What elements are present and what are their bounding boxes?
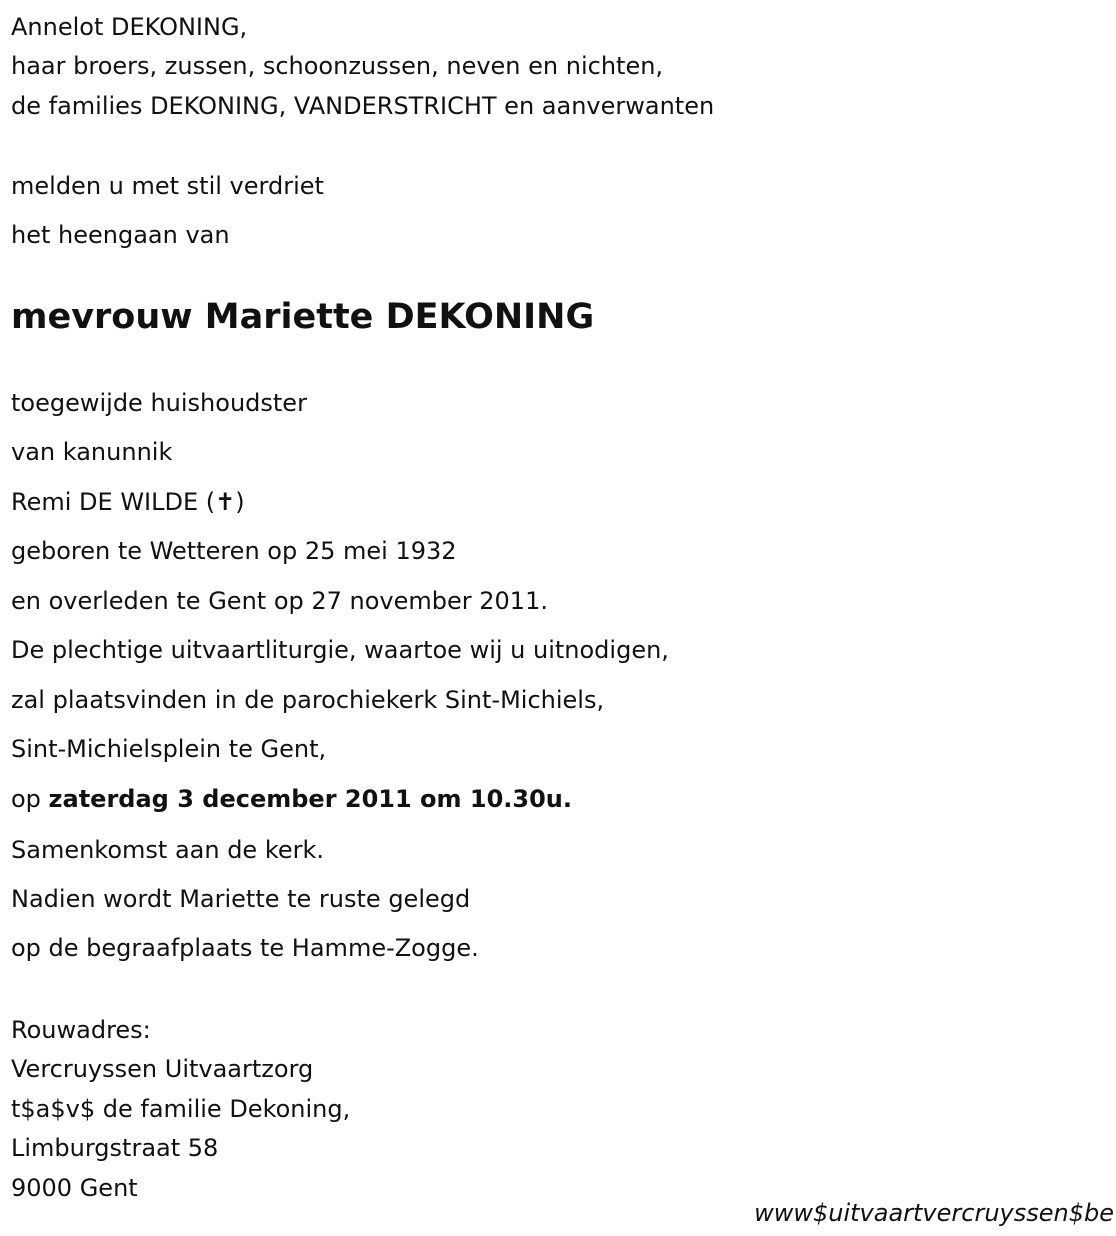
after-line: Nadien wordt Mariette te ruste gelegd bbox=[11, 885, 471, 913]
family-line: de families DEKONING, VANDERSTRICHT en aanverwanten bbox=[11, 92, 715, 120]
body-line: van kanunnik bbox=[11, 438, 173, 466]
announce-line: melden u met stil verdriet bbox=[11, 172, 324, 200]
address-line: t$a$v$ de familie Dekoning, bbox=[11, 1095, 351, 1123]
body-line: Remi DE WILDE (✝) bbox=[11, 488, 245, 516]
website-text: www$uitvaartvercruyssen$be bbox=[754, 1199, 1114, 1227]
address-line: Limburgstraat 58 bbox=[11, 1134, 219, 1162]
body-line: en overleden te Gent op 27 november 2011. bbox=[11, 587, 548, 615]
deceased-name: mevrouw Mariette DEKONING bbox=[11, 297, 595, 337]
body-line: De plechtige uitvaartliturgie, waartoe wij u uitnodigen, bbox=[11, 636, 669, 664]
ceremony-line bbox=[11, 784, 572, 814]
family-line: Annelot DEKONING, bbox=[11, 13, 248, 41]
address-line: Vercruyssen Uitvaartzorg bbox=[11, 1055, 314, 1083]
ceremony-prefix: op bbox=[11, 785, 49, 813]
body-line: zal plaatsvinden in de parochiekerk Sint-Michiels, bbox=[11, 686, 605, 714]
family-line: haar broers, zussen, schoonzussen, neven en nichten, bbox=[11, 52, 664, 80]
address-line: 9000 Gent bbox=[11, 1174, 138, 1202]
after-line: op de begraafplaats te Hamme-Zogge. bbox=[11, 934, 479, 962]
after-line: Samenkomst aan de kerk. bbox=[11, 836, 325, 864]
body-line: Sint-Michielsplein te Gent, bbox=[11, 735, 327, 763]
body-line: toegewijde huishoudster bbox=[11, 389, 307, 417]
body-line: geboren te Wetteren op 25 mei 1932 bbox=[11, 537, 457, 565]
ceremony-datetime: zaterdag 3 december 2011 om 10.30u. bbox=[48, 785, 572, 813]
announce-line: het heengaan van bbox=[11, 221, 230, 249]
address-label: Rouwadres: bbox=[11, 1016, 151, 1044]
